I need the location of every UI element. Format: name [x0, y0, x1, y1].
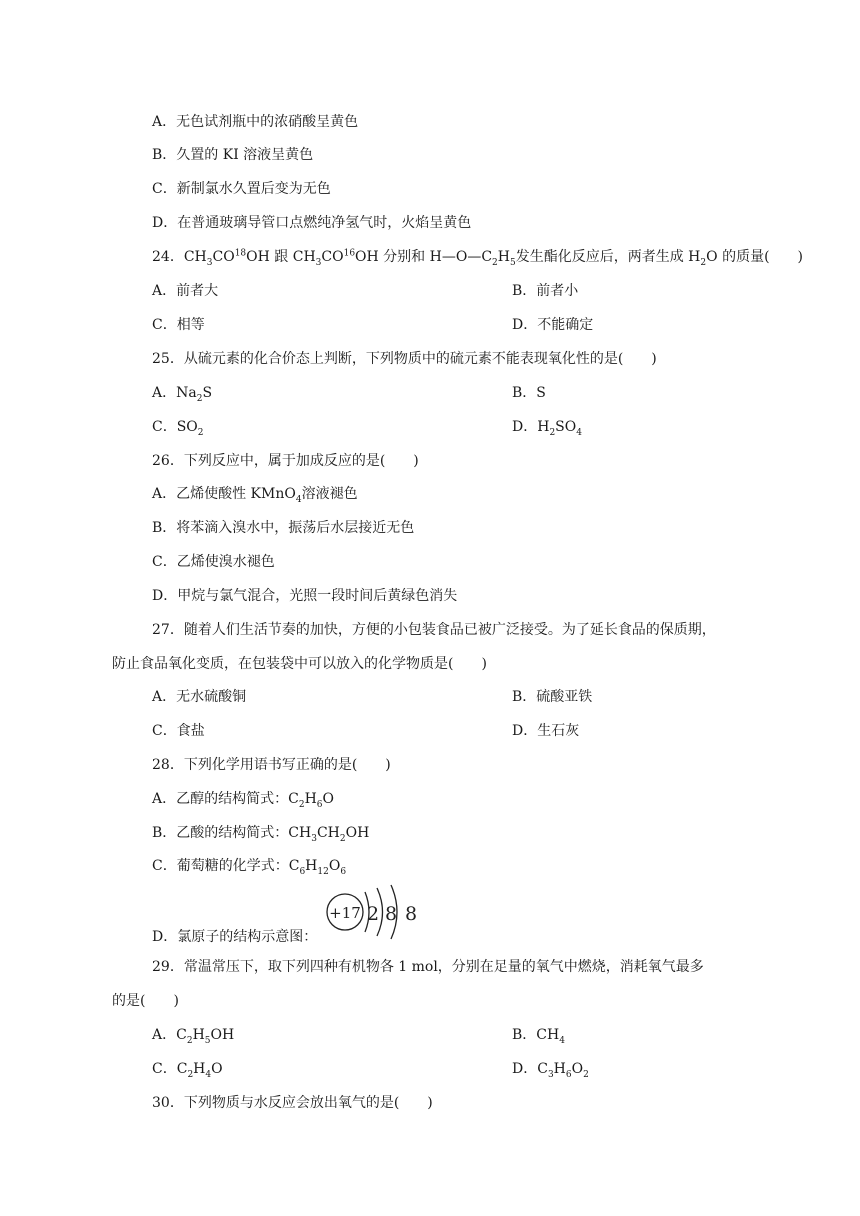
q26-option-c: C．乙烯使溴水褪色	[152, 554, 275, 570]
q27-option-b: B．硫酸亚铁	[512, 689, 593, 705]
q23-option-c: C．新制氯水久置后变为无色	[152, 181, 331, 197]
q24-option-c: C．相等	[152, 317, 205, 333]
q29-option-b: B．$CH_4$	[512, 1027, 565, 1046]
shell-electrons-2: 8	[384, 903, 398, 925]
q27-stem-line1: 27．随着人们生活节奏的加快，方便的小包装食品已被广泛接受。为了延长食品的保质期，	[152, 622, 716, 638]
q28-option-d: D．氯原子的结构示意图：	[152, 929, 318, 945]
q29-stem-line1: 29．常温常压下，取下列四种有机物各 1 mol，分别在足量的氧气中燃烧，消耗氧气最多	[152, 959, 704, 975]
q27-option-d: D．生石灰	[512, 723, 580, 739]
q23-option-a: A．无色试剂瓶中的浓硝酸呈黄色	[152, 114, 359, 130]
q28-option-b: B．乙酸的结构简式：$CH_3CH_2OH$	[152, 825, 370, 844]
nucleus-charge: +17	[329, 904, 361, 922]
q29-option-d: D．$C_3H_6O_2$	[512, 1061, 589, 1080]
q25-option-a: A．$Na_2S$	[152, 385, 213, 404]
q26-option-a: A．乙烯使酸性 KMnO$_4$溶液褪色	[152, 486, 358, 505]
q23-option-d: D．在普通玻璃导管口点燃纯净氢气时，火焰呈黄色	[152, 215, 472, 231]
q27-stem-line2: 防止食品氧化变质，在包装袋中可以放入的化学物质是( )	[112, 656, 487, 672]
q23-option-b: B．久置的 KI 溶液呈黄色	[152, 147, 314, 163]
q29-stem-line2: 的是( )	[112, 993, 179, 1009]
q25-stem: 25．从硫元素的化合价态上判断，下列物质中的硫元素不能表现氧化性的是( )	[152, 351, 657, 367]
q28-stem: 28．下列化学用语书写正确的是( )	[152, 757, 391, 773]
q25-option-c: C．$SO_2$	[152, 419, 204, 438]
q25-option-d: D．$H_2SO_4$	[512, 419, 582, 438]
chlorine-atom-diagram	[325, 882, 425, 942]
q25-option-b: B．S	[512, 385, 546, 401]
shell-electrons-1: 2	[366, 903, 380, 925]
q29-option-a: A．$C_2H_5OH$	[152, 1027, 235, 1046]
q26-stem: 26．下列反应中，属于加成反应的是( )	[152, 453, 419, 469]
q26-option-d: D．甲烷与氯气混合，光照一段时间后黄绿色消失	[152, 588, 458, 604]
q26-option-b: B．将苯滴入溴水中，振荡后水层接近无色	[152, 520, 415, 536]
q30-stem: 30．下列物质与水反应会放出氧气的是( )	[152, 1095, 433, 1111]
q24-option-a: A．前者大	[152, 283, 219, 299]
q28-option-a: A．乙醇的结构简式：$C_2H_6O$	[152, 791, 334, 810]
q24-option-d: D．不能确定	[512, 317, 594, 333]
q27-option-a: A．无水硫酸铜	[152, 689, 247, 705]
q24-option-b: B．前者小	[512, 283, 579, 299]
q29-option-c: C．$C_2H_4O$	[152, 1061, 223, 1080]
q27-option-c: C．食盐	[152, 723, 205, 739]
q28-option-c: C．葡萄糖的化学式：$C_6H_{12}O_6$	[152, 858, 347, 877]
shell-electrons-3: 8	[404, 903, 418, 925]
q24-stem: 24．$CH_3CO^{18}OH$ 跟 $CH_3CO^{16}OH$ 分别和 $H—O—C_2H_5$发生酯化反应后，两者生成 $H_2O$ 的质量( )	[152, 248, 803, 268]
